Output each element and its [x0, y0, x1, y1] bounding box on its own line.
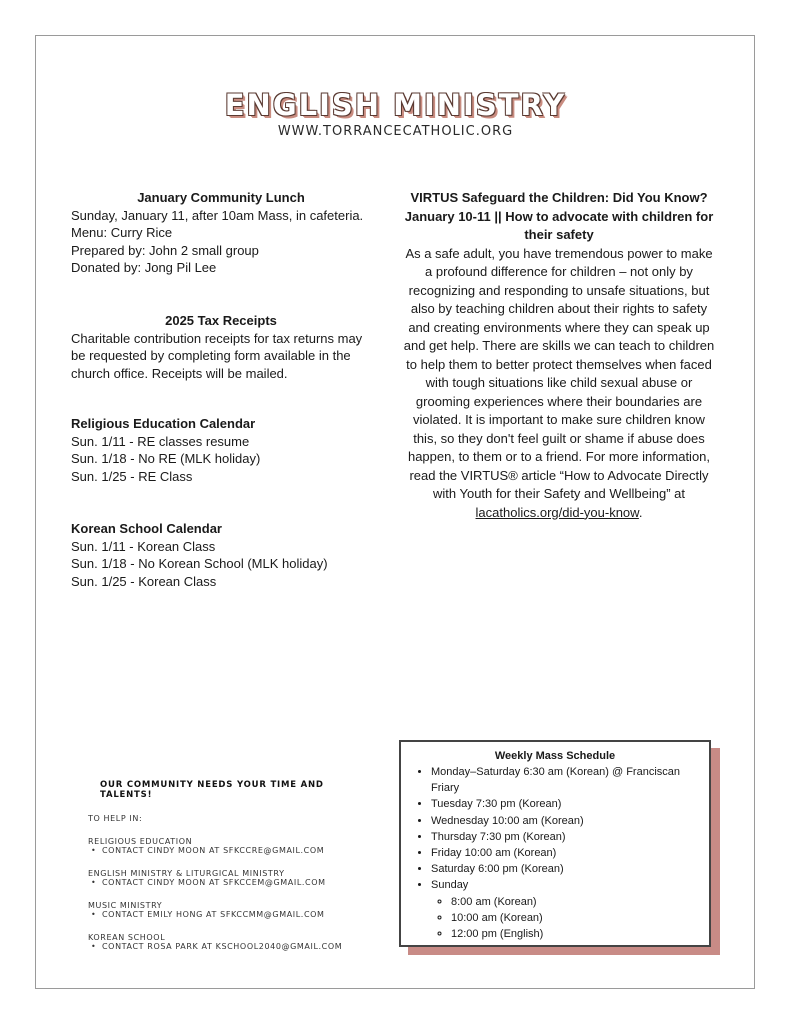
community-section: [88, 780, 378, 951]
sunday-label: Sunday: [431, 879, 469, 892]
tax-section: [71, 312, 371, 382]
page-title: ENGLISH MINISTRY: [224, 88, 567, 122]
korean-calendar-line: Sun. 1/11 - Korean Class: [71, 538, 216, 554]
ministry-name: KOREAN SCHOOL: [88, 933, 166, 942]
virtus-subtitle: January 10-11 || How to advocate with children for: [404, 208, 714, 224]
mass-schedule-box: [399, 740, 711, 947]
lunch-section: [71, 189, 371, 277]
lunch-line: Menu: Curry Rice: [71, 225, 173, 240]
did-you-know-link[interactable]: lacatholics.org/did-you-know: [475, 504, 639, 520]
virtus-body-line: and creating environments where they can speak up: [408, 319, 710, 335]
community-heading: OUR COMMUNITY NEEDS YOUR TIME AND TALENTS!: [100, 780, 324, 800]
virtus-body-line: grooming experiences where their boundaries are: [415, 393, 703, 409]
sunday-mass-item: ◦ 12:00 pm (English): [451, 926, 709, 942]
tax-line: be requested by completing form available in the: [71, 348, 351, 363]
sunday-mass-item: ◦ 8:00 am (Korean): [451, 894, 709, 910]
lunch-line: Sunday, January 11, after 10am Mass, in cafeteria.: [71, 207, 364, 223]
virtus-body-line: with Youth for their Safety and Wellbeing” at: [433, 486, 685, 501]
lunch-title: January Community Lunch: [137, 190, 305, 205]
link-suffix: .: [638, 504, 643, 520]
lunch-line: Prepared by: John 2 small group: [71, 242, 259, 258]
ministry-name: MUSIC MINISTRY: [88, 901, 163, 910]
virtus-body-line: a profound difference for children – not only by: [425, 264, 693, 279]
mass-item: • Tuesday 7:30 pm (Korean): [431, 796, 709, 812]
ministry-contact: • CONTACT CINDY MOON AT SFKCCEM@GMAIL.COM: [88, 878, 378, 887]
mass-schedule-title: Weekly Mass Schedule: [494, 750, 616, 762]
ministry-group: [88, 901, 378, 919]
ministry-contact: • CONTACT EMILY HONG AT SFKCCMM@GMAIL.COM: [88, 910, 378, 919]
virtus-title: VIRTUS Safeguard the Children: Did You Know?: [410, 190, 708, 205]
ministry-name: ENGLISH MINISTRY & LITURGICAL MINISTRY: [88, 869, 285, 878]
mass-item: • Friday 10:00 am (Korean): [431, 845, 709, 861]
tax-line: church office. Receipts will be mailed.: [71, 365, 288, 381]
virtus-body-line: also by teaching children about their rights to safety: [410, 301, 708, 316]
re-calendar-title: Religious Education Calendar: [71, 416, 256, 431]
tax-line: Charitable contribution receipts for tax returns may: [71, 330, 363, 346]
mass-item: • Thursday 7:30 pm (Korean): [431, 829, 709, 845]
re-calendar-line: Sun. 1/11 - RE classes resume: [71, 433, 250, 449]
ministry-group: [88, 933, 378, 951]
korean-calendar-line: Sun. 1/18 - No Korean School (MLK holiday): [71, 556, 328, 571]
mass-item: • Monday–Saturday 6:30 am (Korean) @ Franciscan Friary: [431, 764, 709, 796]
mass-schedule-list: [401, 764, 709, 942]
mass-item-sunday: [431, 877, 709, 942]
virtus-subtitle: their safety: [524, 227, 594, 242]
ministry-name: RELIGIOUS EDUCATION: [88, 837, 193, 846]
korean-calendar-section: [71, 520, 371, 590]
ministry-contact: • CONTACT CINDY MOON AT SFKCCRE@GMAIL.COM: [88, 846, 378, 855]
page-header: [0, 88, 791, 139]
tax-title: 2025 Tax Receipts: [165, 313, 277, 328]
virtus-body-line: this, so they don't feel guilt or shame if abuse does: [413, 430, 705, 446]
mass-item: • Saturday 6:00 pm (Korean): [431, 861, 709, 877]
virtus-body-line: read the VIRTUS® article “How to Advocate Directly: [409, 467, 709, 483]
virtus-body-line: As a safe adult, you have tremendous power to make: [405, 245, 713, 261]
virtus-body-line: to help them to better protect themselves when faced: [406, 356, 712, 372]
re-calendar-section: [71, 415, 371, 485]
ministry-group: [88, 869, 378, 887]
virtus-body-line: recognizing and responding to unsafe situations, but: [408, 282, 710, 298]
virtus-link-line: [389, 504, 729, 523]
virtus-body-line: violated. It is important to make sure children know: [413, 412, 705, 427]
virtus-section: [389, 189, 729, 522]
lunch-line: Donated by: Jong Pil Lee: [71, 260, 217, 275]
ministry-group: [88, 837, 378, 855]
re-calendar-line: Sun. 1/18 - No RE (MLK holiday): [71, 451, 261, 466]
re-calendar-line: Sun. 1/25 - RE Class: [71, 468, 193, 484]
virtus-body-line: happen, to them or to a friend. For more information,: [407, 449, 711, 464]
sunday-mass-item: ◦ 10:00 am (Korean): [451, 910, 709, 926]
korean-calendar-title: Korean School Calendar: [71, 521, 222, 536]
virtus-body-line: with tough situations like child sexual abuse or: [425, 375, 693, 390]
korean-calendar-line: Sun. 1/25 - Korean Class: [71, 573, 217, 589]
virtus-body-line: and get help. There are skills we can teach to children: [403, 338, 715, 353]
ministry-contact: • CONTACT ROSA PARK AT KSCHOOL2040@GMAIL.COM: [88, 942, 378, 951]
help-in-label: TO HELP IN:: [88, 814, 143, 823]
website-url: WWW.TORRANCECATHOLIC.ORG: [277, 124, 514, 139]
mass-item: • Wednesday 10:00 am (Korean): [431, 813, 709, 829]
sunday-mass-list: [431, 894, 709, 943]
